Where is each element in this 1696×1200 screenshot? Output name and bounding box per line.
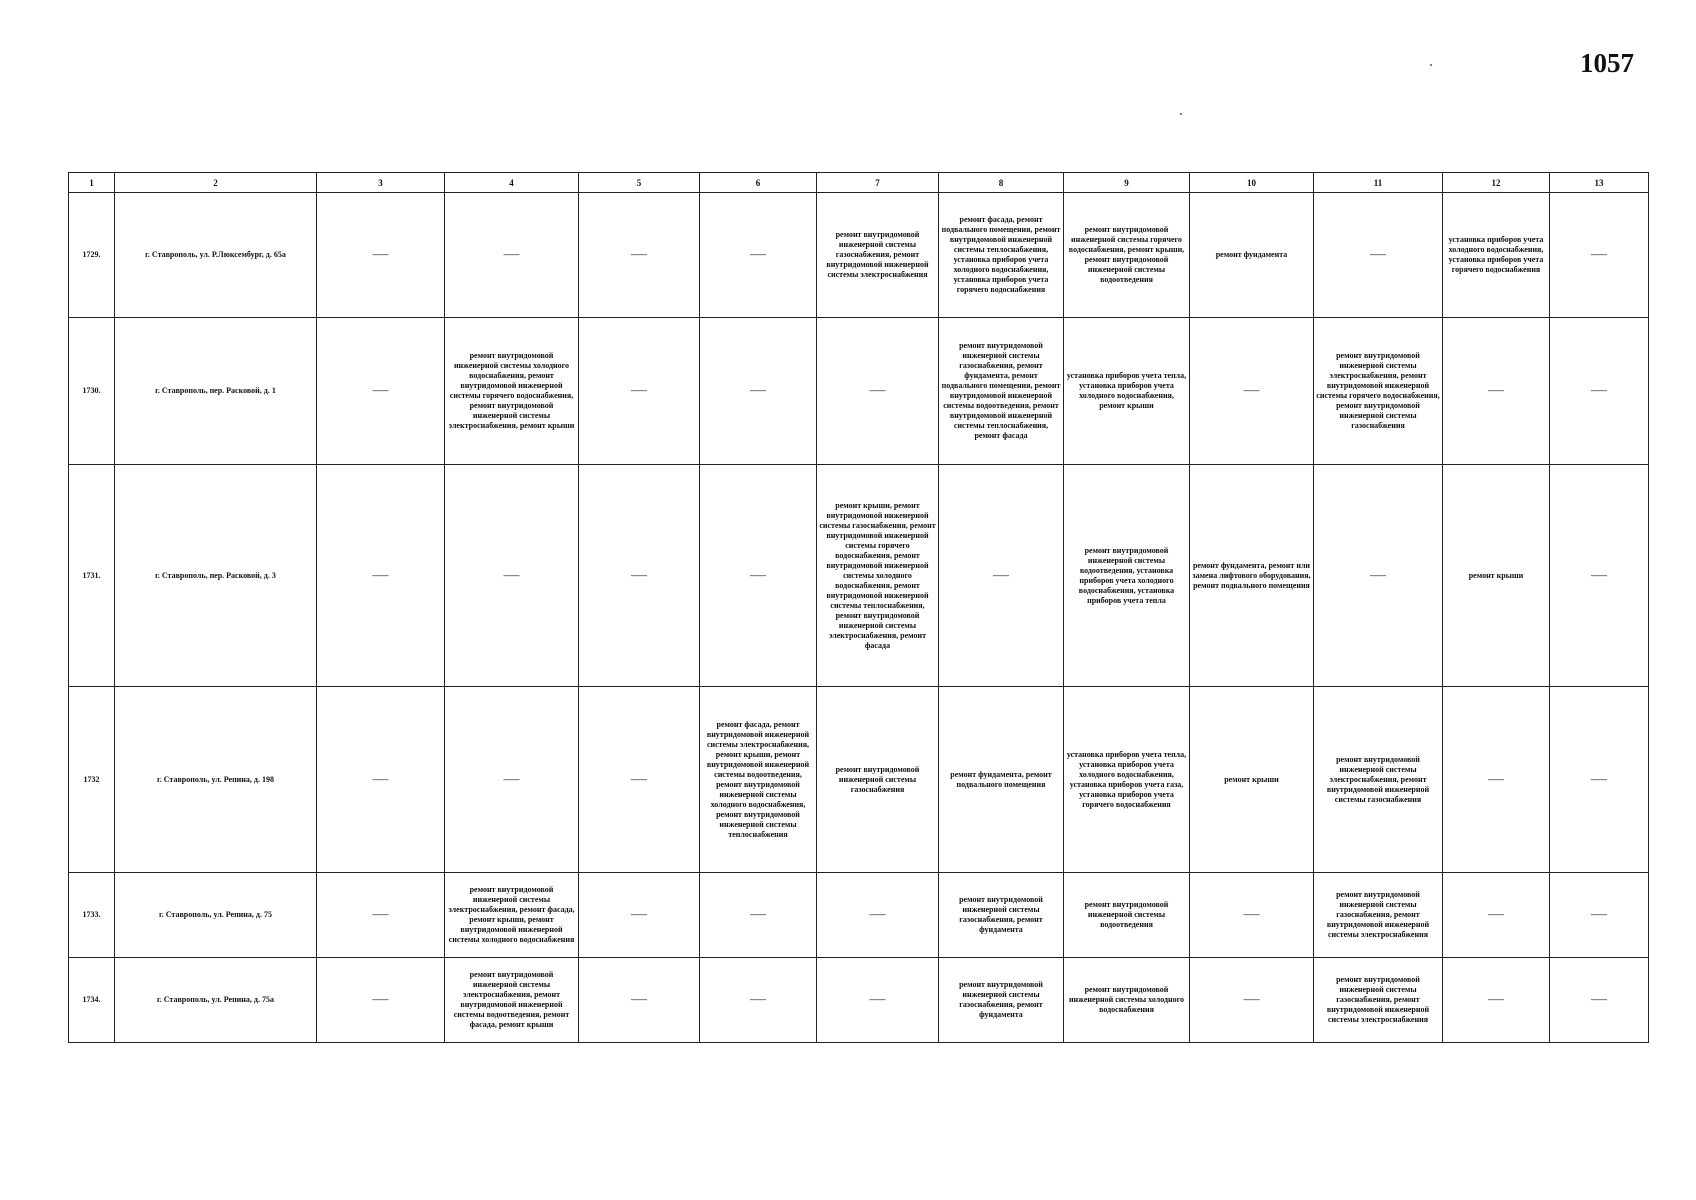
work-cell-col-5: —— <box>579 687 700 873</box>
work-cell-col-6: —— <box>700 193 817 318</box>
work-cell-col-11: —— <box>1314 465 1443 687</box>
work-cell-col-9: ремонт внутридомовой инженерной системы горячего водоснабжения, ремонт крыши, ремонт внутридомовой инженерной системы водоотведения <box>1064 193 1190 318</box>
work-cell-col-8: ремонт фасада, ремонт подвального помещения, ремонт внутридомовой инженерной системы теплоснабжения, установка приборов учета холодного водоснабжения, установка приборов учета горячего водоснабжения <box>939 193 1064 318</box>
work-cell-col-11: ремонт внутридомовой инженерной системы газоснабжения, ремонт внутридомовой инженерной системы электроснабжения <box>1314 958 1443 1043</box>
work-cell-col-5: —— <box>579 958 700 1043</box>
work-cell-col-5: —— <box>579 465 700 687</box>
address-cell: г. Ставрополь, пер. Расковой, д. 3 <box>115 465 317 687</box>
column-header: 11 <box>1314 173 1443 193</box>
work-cell-col-3: —— <box>317 873 445 958</box>
work-cell-col-9: ремонт внутридомовой инженерной системы водоотведения <box>1064 873 1190 958</box>
work-cell-col-4: ремонт внутридомовой инженерной системы электроснабжения, ремонт внутридомовой инженерной системы водоотведения, ремонт фасада, ремонт крыши <box>445 958 579 1043</box>
work-cell-col-4: ремонт внутридомовой инженерной системы электроснабжения, ремонт фасада, ремонт крыши, ремонт внутридомовой инженерной системы холодного водоснабжения <box>445 873 579 958</box>
scan-speck <box>1430 64 1432 66</box>
address-cell: г. Ставрополь, ул. Репина, д. 75а <box>115 958 317 1043</box>
work-cell-col-4: —— <box>445 193 579 318</box>
work-cell-col-9: ремонт внутридомовой инженерной системы водоотведения, установка приборов учета холодного водоснабжения, установка приборов учета тепла <box>1064 465 1190 687</box>
work-cell-col-8: ремонт внутридомовой инженерной системы газоснабжения, ремонт фундамента <box>939 873 1064 958</box>
row-number: 1730. <box>69 318 115 465</box>
work-cell-col-9: установка приборов учета тепла, установка приборов учета холодного водоснабжения, ремонт крыши <box>1064 318 1190 465</box>
column-header: 13 <box>1550 173 1649 193</box>
work-cell-col-13: —— <box>1550 687 1649 873</box>
table-row <box>69 958 1649 1043</box>
work-cell-col-10: ремонт фундамента, ремонт или замена лифтового оборудования, ремонт подвального помещения <box>1190 465 1314 687</box>
column-header: 9 <box>1064 173 1190 193</box>
work-cell-col-6: —— <box>700 958 817 1043</box>
work-cell-col-4: —— <box>445 465 579 687</box>
work-cell-col-6: —— <box>700 318 817 465</box>
work-cell-col-9: ремонт внутридомовой инженерной системы холодного водоснабжения <box>1064 958 1190 1043</box>
work-cell-col-7: ремонт крыши, ремонт внутридомовой инженерной системы газоснабжения, ремонт внутридомовой инженерной системы горячего водоснабжения, ремонт внутридомовой инженерной системы холодного водоснабжения, ремонт внутридомовой инженерной системы теплоснабжения, ремонт внутридомовой инженерной системы электроснабжения, ремонт фасада <box>817 465 939 687</box>
work-cell-col-7: —— <box>817 873 939 958</box>
table-row <box>69 873 1649 958</box>
row-number: 1734. <box>69 958 115 1043</box>
work-cell-col-5: —— <box>579 318 700 465</box>
work-cell-col-13: —— <box>1550 958 1649 1043</box>
table-row <box>69 687 1649 873</box>
table-row <box>69 318 1649 465</box>
work-cell-col-8: ремонт внутридомовой инженерной системы газоснабжения, ремонт фундамента, ремонт подвального помещения, ремонт внутридомовой инженерной системы водоотведения, ремонт внутридомовой инженерной системы теплоснабжения, ремонт фасада <box>939 318 1064 465</box>
column-header: 1 <box>69 173 115 193</box>
work-cell-col-11: ремонт внутридомовой инженерной системы электроснабжения, ремонт внутридомовой инженерной системы горячего водоснабжения, ремонт внутридомовой инженерной системы газоснабжения <box>1314 318 1443 465</box>
column-header: 12 <box>1443 173 1550 193</box>
table-row <box>69 465 1649 687</box>
work-cell-col-8: ремонт фундамента, ремонт подвального помещения <box>939 687 1064 873</box>
work-cell-col-11: ремонт внутридомовой инженерной системы электроснабжения, ремонт внутридомовой инженерной системы газоснабжения <box>1314 687 1443 873</box>
column-header: 5 <box>579 173 700 193</box>
work-cell-col-8: —— <box>939 465 1064 687</box>
column-header: 7 <box>817 173 939 193</box>
column-header: 6 <box>700 173 817 193</box>
column-header: 10 <box>1190 173 1314 193</box>
column-number-row <box>69 173 1649 193</box>
work-cell-col-12: —— <box>1443 687 1550 873</box>
work-cell-col-7: ремонт внутридомовой инженерной системы газоснабжения, ремонт внутридомовой инженерной системы электроснабжения <box>817 193 939 318</box>
table-body <box>69 193 1649 1043</box>
column-header: 4 <box>445 173 579 193</box>
work-cell-col-13: —— <box>1550 465 1649 687</box>
work-cell-col-13: —— <box>1550 873 1649 958</box>
address-cell: г. Ставрополь, ул. Р.Люксембург, д. 65а <box>115 193 317 318</box>
work-cell-col-3: —— <box>317 687 445 873</box>
work-cell-col-10: —— <box>1190 958 1314 1043</box>
address-cell: г. Ставрополь, ул. Репина, д. 75 <box>115 873 317 958</box>
row-number: 1729. <box>69 193 115 318</box>
work-cell-col-10: —— <box>1190 873 1314 958</box>
work-cell-col-12: —— <box>1443 873 1550 958</box>
work-cell-col-7: —— <box>817 958 939 1043</box>
address-cell: г. Ставрополь, пер. Расковой, д. 1 <box>115 318 317 465</box>
work-cell-col-7: —— <box>817 318 939 465</box>
work-cell-col-5: —— <box>579 193 700 318</box>
page-number: 1057 <box>1580 48 1634 78</box>
work-cell-col-7: ремонт внутридомовой инженерной системы газоснабжения <box>817 687 939 873</box>
work-cell-col-12: —— <box>1443 958 1550 1043</box>
work-cell-col-12: —— <box>1443 318 1550 465</box>
column-header: 2 <box>115 173 317 193</box>
repair-plan-table <box>68 172 1649 1043</box>
work-cell-col-12: ремонт крыши <box>1443 465 1550 687</box>
work-cell-col-10: ремонт фундамента <box>1190 193 1314 318</box>
work-cell-col-3: —— <box>317 958 445 1043</box>
work-cell-col-11: ремонт внутридомовой инженерной системы газоснабжения, ремонт внутридомовой инженерной системы электроснабжения <box>1314 873 1443 958</box>
work-cell-col-6: —— <box>700 465 817 687</box>
work-cell-col-13: —— <box>1550 318 1649 465</box>
work-cell-col-13: —— <box>1550 193 1649 318</box>
table-row <box>69 193 1649 318</box>
work-cell-col-12: установка приборов учета холодного водоснабжения, установка приборов учета горячего водоснабжения <box>1443 193 1550 318</box>
work-cell-col-3: —— <box>317 318 445 465</box>
work-cell-col-8: ремонт внутридомовой инженерной системы газоснабжения, ремонт фундамента <box>939 958 1064 1043</box>
work-cell-col-3: —— <box>317 193 445 318</box>
work-cell-col-5: —— <box>579 873 700 958</box>
work-cell-col-4: ремонт внутридомовой инженерной системы холодного водоснабжения, ремонт внутридомовой инженерной системы горячего водоснабжения, ремонт внутридомовой инженерной системы электроснабжения, ремонт крыши <box>445 318 579 465</box>
work-cell-col-6: —— <box>700 873 817 958</box>
work-cell-col-6: ремонт фасада, ремонт внутридомовой инженерной системы электроснабжения, ремонт крыши, ремонт внутридомовой инженерной системы водоотведения, ремонт внутридомовой инженерной системы холодного водоснабжения, ремонт внутридомовой инженерной системы теплоснабжения <box>700 687 817 873</box>
work-cell-col-11: —— <box>1314 193 1443 318</box>
work-cell-col-4: —— <box>445 687 579 873</box>
row-number: 1733. <box>69 873 115 958</box>
work-cell-col-9: установка приборов учета тепла, установка приборов учета холодного водоснабжения, установка приборов учета газа, установка приборов учета горячего водоснабжения <box>1064 687 1190 873</box>
column-header: 3 <box>317 173 445 193</box>
row-number: 1732 <box>69 687 115 873</box>
work-cell-col-3: —— <box>317 465 445 687</box>
row-number: 1731. <box>69 465 115 687</box>
scan-speck <box>1180 113 1182 115</box>
work-cell-col-10: —— <box>1190 318 1314 465</box>
column-header: 8 <box>939 173 1064 193</box>
address-cell: г. Ставрополь, ул. Репина, д. 198 <box>115 687 317 873</box>
work-cell-col-10: ремонт крыши <box>1190 687 1314 873</box>
